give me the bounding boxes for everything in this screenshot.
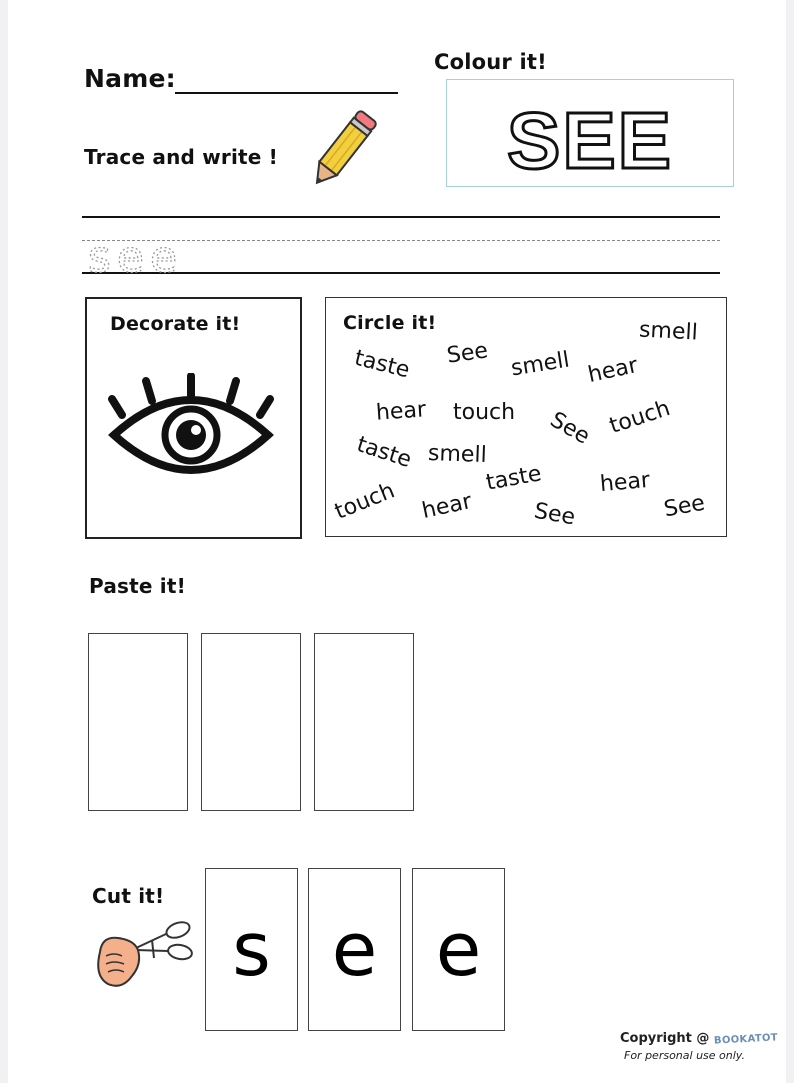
circle-word[interactable]: smell (427, 440, 488, 469)
circle-word[interactable]: hear (598, 467, 651, 498)
circle-word[interactable]: smell (638, 317, 699, 346)
colour-it-box (446, 79, 734, 187)
circle-word[interactable]: touch (331, 478, 399, 525)
circle-word[interactable]: hear (375, 397, 427, 426)
circle-word[interactable]: hear (419, 489, 474, 524)
eye-icon (108, 373, 274, 481)
cut-card-3[interactable] (412, 868, 505, 1031)
name-input-line[interactable] (175, 92, 398, 94)
trace-word (88, 236, 218, 276)
circle-word[interactable]: taste (351, 345, 413, 384)
circle-label: Circle it! (343, 312, 437, 334)
paste-box-3[interactable] (314, 633, 414, 811)
decorate-label: Decorate it! (110, 313, 241, 335)
circle-box (325, 297, 727, 537)
scissors-hand-icon (92, 918, 196, 992)
copyright-text (620, 1031, 778, 1046)
circle-word[interactable]: smell (509, 347, 572, 382)
cut-letter: e (331, 907, 378, 993)
circle-word[interactable]: touch (453, 400, 516, 425)
circle-word[interactable]: touch (606, 396, 674, 440)
pencil-icon (298, 110, 388, 192)
paste-box-1[interactable] (88, 633, 188, 811)
circle-word[interactable]: See (545, 407, 594, 450)
svg-text:SEE: SEE (506, 96, 674, 185)
circle-word[interactable]: hear (585, 353, 640, 388)
cut-letter: s (232, 907, 271, 993)
circle-word[interactable]: See (445, 338, 490, 369)
trace-write-label: Trace and write ! (84, 145, 279, 169)
decorate-box (85, 297, 302, 539)
svg-text:see: see (88, 236, 184, 276)
cut-label: Cut it! (92, 884, 165, 908)
cut-card-2[interactable] (308, 868, 401, 1031)
circle-word[interactable]: See (532, 498, 577, 531)
brand-logo: BOOKATOT (713, 1032, 779, 1047)
circle-word[interactable]: taste (484, 461, 544, 496)
name-label: Name: (84, 64, 176, 93)
worksheet-page (8, 0, 786, 1083)
paste-box-2[interactable] (201, 633, 301, 811)
paste-label: Paste it! (89, 574, 186, 598)
outline-word-see (447, 80, 733, 186)
colour-it-label: Colour it! (434, 50, 547, 74)
writing-top-line (82, 216, 720, 218)
personal-use-text: For personal use only. (624, 1049, 745, 1062)
cut-card-1[interactable] (205, 868, 298, 1031)
cut-letter: e (435, 907, 482, 993)
circle-word[interactable]: See (662, 490, 707, 523)
copyright-label: Copyright @ (620, 1031, 710, 1046)
circle-word[interactable]: taste (353, 432, 415, 474)
